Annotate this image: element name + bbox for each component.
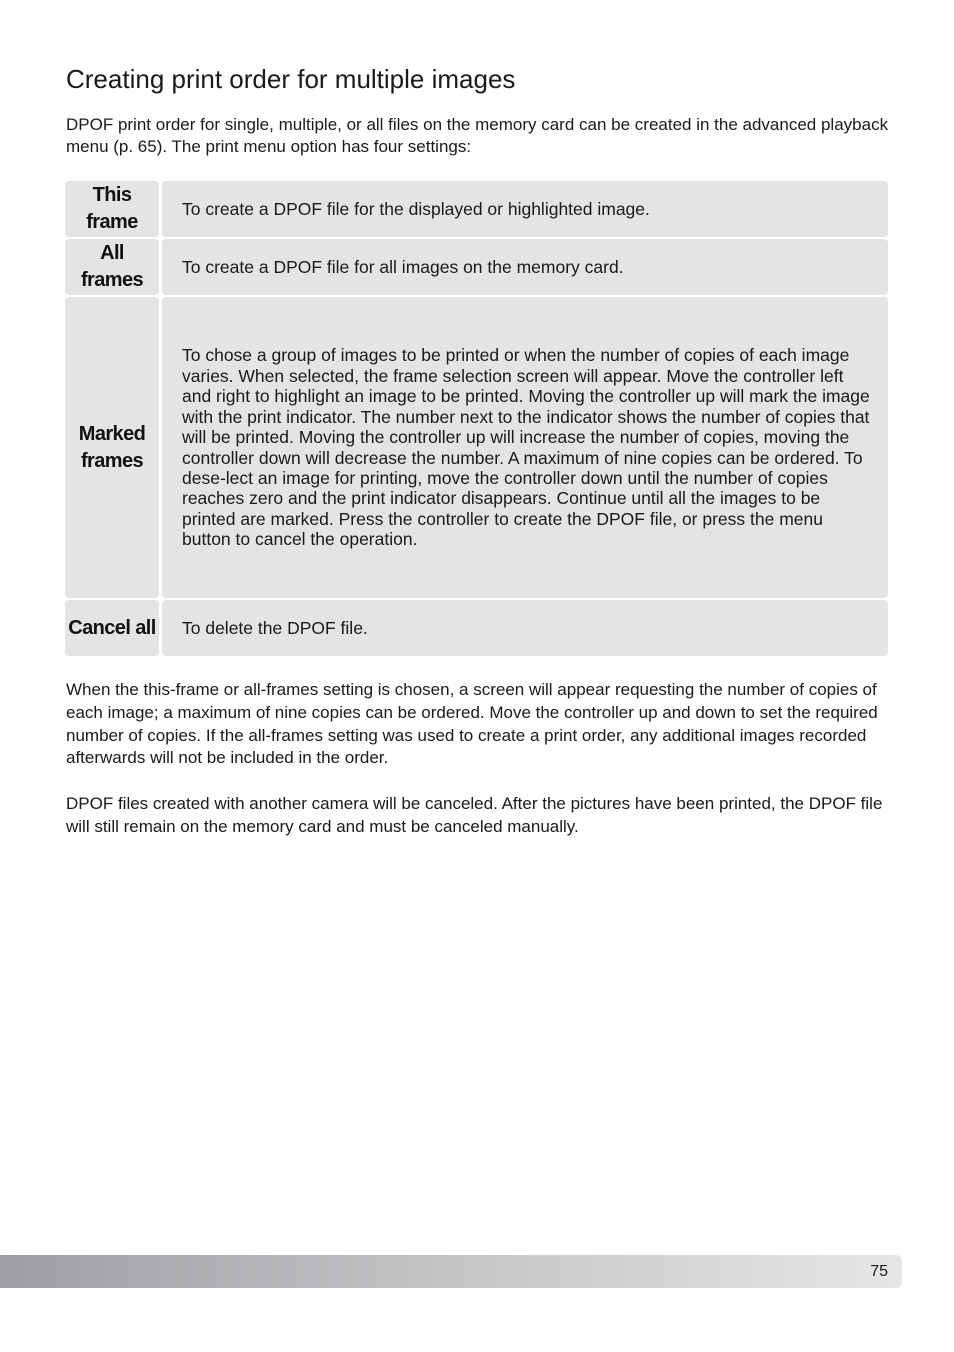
setting-row-marked-frames <box>65 297 888 598</box>
setting-description: To create a DPOF file for all images on the memory card. <box>162 239 888 295</box>
intro-paragraph: DPOF print order for single, multiple, or all files on the memory card can be created in the advanced playback menu (p. 65). The print menu option has four settings: <box>66 115 889 156</box>
setting-label: All frames <box>65 239 159 295</box>
setting-label: Cancel all <box>65 600 159 656</box>
setting-row-this-frame <box>65 181 888 237</box>
page-number: 75 <box>870 1263 888 1280</box>
setting-row-all-frames <box>65 239 888 295</box>
settings-table <box>65 181 888 656</box>
setting-description: To create a DPOF file for the displayed or highlighted image. <box>162 181 888 237</box>
setting-description: To chose a group of images to be printed or when the number of copies of each image varies. When selected, the frame selection screen will appear. Move the controller left and right to highlight an image to be printed. Moving the controller up will mark the image with the print indicator. The number next to the indicator shows the number of copies that will be printed. Moving the controller up will increase the number of copies, moving the controller down will decrease the number. A maximum of nine copies can be ordered. To dese-lect an image for printing, move the controller down until the number of copies reaches zero and the print indicator disappears. Continue until all the images to be printed are marked. Press the controller to create the DPOF file, or press the menu button to cancel the operation. <box>162 297 888 598</box>
footer-bar <box>0 1255 902 1288</box>
body-paragraph: When the this-frame or all-frames setting is chosen, a screen will appear requesting the number of copies of each image; a maximum of nine copies can be ordered. Move the controller up and down to set the required number of copies. If the all-frames setting was used to create a print order, any additional images recorded afterwards will not be included in the order. <box>66 680 878 768</box>
body-paragraph: DPOF files created with another camera will be canceled. After the pictures have been printed, the DPOF file will still remain on the memory card and must be canceled manually. <box>66 794 883 836</box>
setting-label: Marked frames <box>65 297 159 598</box>
setting-row-cancel-all <box>65 600 888 656</box>
setting-label: This frame <box>65 181 159 237</box>
page-title: Creating print order for multiple images <box>66 64 516 94</box>
setting-description: To delete the DPOF file. <box>162 600 888 656</box>
